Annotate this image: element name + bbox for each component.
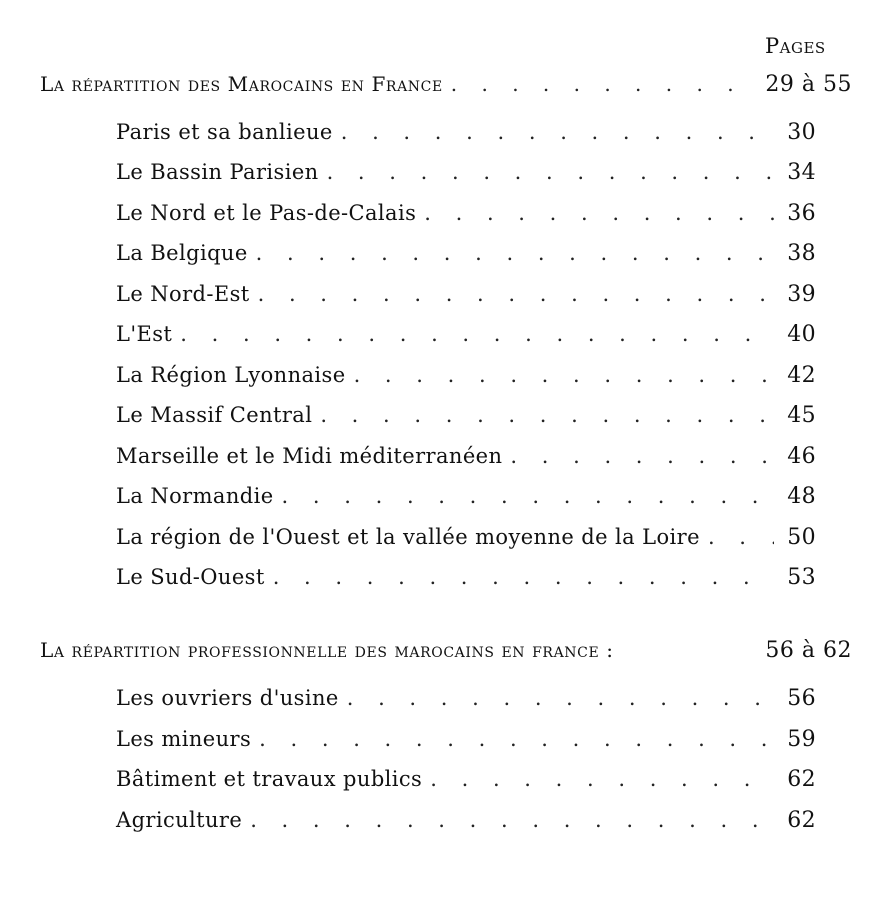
dot-leader bbox=[180, 322, 774, 346]
entry-title: Le Massif Central bbox=[116, 403, 313, 427]
entry-page: 62 bbox=[787, 767, 816, 792]
toc-entry bbox=[116, 120, 816, 145]
toc-entry bbox=[116, 363, 816, 388]
entry-title: Marseille et le Midi méditerranéen bbox=[116, 444, 503, 468]
entry-title: Le Bassin Parisien bbox=[116, 160, 319, 184]
dot-leader bbox=[259, 727, 774, 751]
toc-section-heading bbox=[40, 72, 852, 97]
dot-leader bbox=[451, 72, 756, 96]
toc-entry bbox=[116, 160, 816, 185]
entry-title: Les mineurs bbox=[116, 727, 252, 751]
dot-leader bbox=[347, 686, 774, 710]
entry-title: Les ouvriers d'usine bbox=[116, 686, 339, 710]
entry-page: 39 bbox=[787, 282, 816, 307]
entry-title: Le Sud-Ouest bbox=[116, 565, 265, 589]
section-page-range: 29 à 55 bbox=[765, 72, 852, 97]
dot-leader bbox=[258, 282, 774, 306]
dot-leader bbox=[320, 403, 774, 427]
entry-page: 46 bbox=[787, 444, 816, 469]
toc-entry bbox=[116, 484, 816, 509]
toc-entry bbox=[116, 403, 816, 428]
dot-leader bbox=[273, 565, 774, 589]
toc-section-heading bbox=[40, 638, 852, 663]
entry-page: 45 bbox=[787, 403, 816, 428]
toc-entry bbox=[116, 808, 816, 833]
entry-page: 38 bbox=[787, 241, 816, 266]
dot-leader bbox=[327, 160, 774, 184]
dot-leader bbox=[341, 120, 774, 144]
dot-leader bbox=[510, 444, 774, 468]
toc-entry bbox=[116, 282, 816, 307]
entry-title: Le Nord-Est bbox=[116, 282, 250, 306]
entry-title: Le Nord et le Pas-de-Calais bbox=[116, 201, 417, 225]
entry-page: 30 bbox=[787, 120, 816, 145]
dot-leader bbox=[250, 808, 774, 832]
entry-title: La Normandie bbox=[116, 484, 274, 508]
entry-page: 56 bbox=[787, 686, 816, 711]
toc-entry bbox=[116, 686, 816, 711]
dot-leader bbox=[708, 525, 774, 549]
entry-page: 34 bbox=[787, 160, 816, 185]
entry-page: 40 bbox=[787, 322, 816, 347]
entry-title: La Belgique bbox=[116, 241, 248, 265]
entry-title: La région de l'Ouest et la vallée moyenne de la Loire bbox=[116, 525, 700, 549]
pages-column-label: Pages bbox=[765, 34, 826, 58]
entry-title: La Région Lyonnaise bbox=[116, 363, 346, 387]
dot-leader bbox=[354, 363, 774, 387]
entry-page: 36 bbox=[787, 201, 816, 226]
toc-entry bbox=[116, 767, 816, 792]
dot-leader bbox=[430, 767, 774, 791]
entry-page: 59 bbox=[787, 727, 816, 752]
entry-page: 62 bbox=[787, 808, 816, 833]
entry-title: Bâtiment et travaux publics bbox=[116, 767, 423, 791]
entry-page: 50 bbox=[787, 525, 816, 550]
toc-entry bbox=[116, 565, 816, 590]
toc-entry bbox=[116, 525, 816, 550]
dot-leader bbox=[256, 241, 774, 265]
section-page-range: 56 à 62 bbox=[765, 638, 852, 663]
toc-entry bbox=[116, 241, 816, 266]
toc-entry bbox=[116, 322, 816, 347]
entry-page: 53 bbox=[787, 565, 816, 590]
entry-title: Paris et sa banlieue bbox=[116, 120, 333, 144]
dot-leader bbox=[424, 201, 774, 225]
entry-title: L'Est bbox=[116, 322, 173, 346]
entry-page: 48 bbox=[787, 484, 816, 509]
section-title: La répartition professionnelle des marocains en france : bbox=[40, 638, 614, 662]
toc-entry bbox=[116, 727, 816, 752]
section-title: La répartition des Marocains en France bbox=[40, 72, 443, 96]
toc-entry bbox=[116, 444, 816, 469]
entry-title: Agriculture bbox=[116, 808, 243, 832]
dot-leader bbox=[282, 484, 774, 508]
toc-entry bbox=[116, 201, 816, 226]
entry-page: 42 bbox=[787, 363, 816, 388]
